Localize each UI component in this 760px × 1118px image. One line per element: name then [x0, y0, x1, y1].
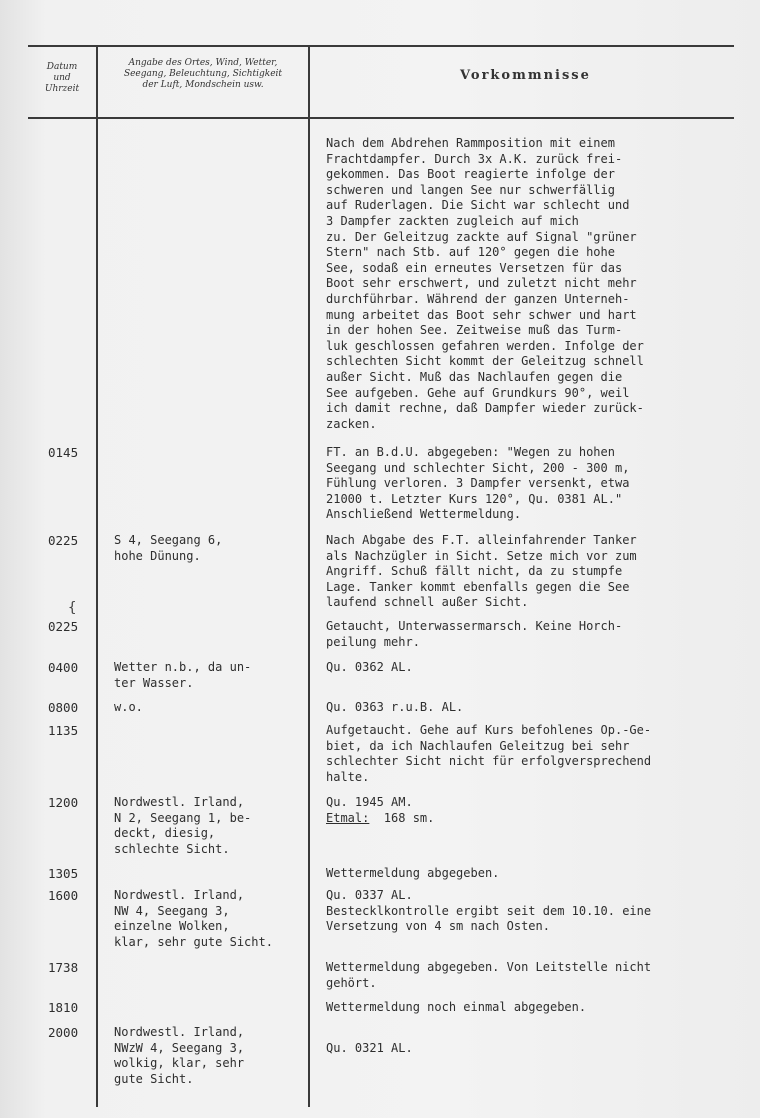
- intro-line: See aufgeben. Gehe auf Grundkurs 90°, weil: [326, 385, 630, 400]
- entry-place-line: deckt, diesig,: [114, 826, 216, 841]
- entry-text-line: Getaucht, Unterwassermarsch. Keine Horch-: [326, 619, 623, 633]
- entry-text-line: 21000 t. Letzter Kurs 120°, Qu. 0381 AL.": [326, 491, 623, 506]
- header-date-line: Datum: [46, 62, 78, 72]
- entry-place-line: wolkig, klar, sehr: [114, 1056, 245, 1071]
- entry-text-line: halte.: [326, 769, 370, 784]
- intro-line: Boot sehr erschwert, und zuletzt nicht mehr: [326, 276, 637, 291]
- intro-line: schlechten Sicht kommt der Geleitzug schnell: [326, 354, 644, 369]
- intro-line: Nach dem Abdrehen Rammposition mit einem: [326, 136, 615, 150]
- entry-text-line: Versetzung von 4 sm nach Osten.: [326, 919, 550, 934]
- entry-text-line: peilung mehr.: [326, 634, 420, 649]
- entry-text-line: biet, da ich Nachlaufen Geleitzug bei sehr: [326, 738, 630, 753]
- entry-text-line: Nach Abgabe des F.T. alleinfahrender Tanker: [326, 533, 637, 547]
- intro-line: ich damit rechne, daß Dampfer wieder zurück-: [326, 401, 644, 416]
- entry-text-line: Anschließend Wettermeldung.: [326, 507, 522, 522]
- intro-line: See, sodaß ein erneutes Versetzen für das: [326, 260, 623, 275]
- entry-time: 2000: [48, 1025, 79, 1040]
- entry-text-line: Wettermeldung abgegeben.: [326, 866, 500, 880]
- entry-text-line: Angriff. Schuß fällt nicht, da zu stumpfe: [326, 564, 623, 579]
- intro-line: außer Sicht. Muß das Nachlaufen gegen die: [326, 370, 623, 384]
- entry-place-line: w.o.: [114, 700, 143, 714]
- intro-line: luk geschlossen gefahren werden. Infolge der: [326, 338, 644, 353]
- header-date-line: und: [53, 73, 71, 83]
- intro-line: in der hohen See. Zeitweise muß das Turm-: [326, 323, 623, 338]
- entry-place-line: hohe Dünung.: [114, 548, 201, 563]
- intro-line: gekommen. Das Boot reagierte infolge der: [326, 167, 615, 182]
- intro-line: mung arbeitet das Boot sehr schwer und hart: [326, 307, 637, 322]
- entry-text-line: Qu. 0362 AL.: [326, 660, 413, 674]
- header-occurrences: Vorkommnisse: [460, 68, 591, 83]
- intro-line: auf Ruderlagen. Die Sicht war schlecht und: [326, 198, 630, 213]
- intro-line: Stern" nach Stb. auf 120° gegen die hohe: [326, 245, 615, 260]
- header-location-line: der Luft, Mondschein usw.: [142, 80, 264, 90]
- header-date-line: Uhrzeit: [44, 84, 80, 94]
- entry-text-line: FT. an B.d.U. abgegeben: "Wegen zu hohen: [326, 445, 615, 459]
- entry-text-line: Qu. 0363 r.u.B. AL.: [326, 700, 464, 714]
- intro-line: durchführbar. Während der ganzen Unterneh-: [326, 292, 630, 306]
- entry-place-line: gute Sicht.: [114, 1071, 194, 1086]
- entry-text-line: schlechter Sicht nicht für erfolgversprechend: [326, 754, 652, 769]
- entry-text-line: Bestecklkontrolle ergibt seit dem 10.10. eine: [326, 903, 652, 918]
- intro-line: zu. Der Geleitzug zackte auf Signal "grüner: [326, 229, 637, 244]
- entry-place-line: ter Wasser.: [114, 675, 194, 690]
- entry-text-line: Aufgetaucht. Gehe auf Kurs befohlenes Op.-Ge-: [326, 723, 652, 737]
- column-divider-2: [308, 47, 310, 1107]
- entry-time: 1738: [48, 960, 79, 975]
- header-date-time: [30, 62, 94, 95]
- margin-mark: {: [68, 600, 77, 616]
- entry-text-line: Wettermeldung noch einmal abgegeben.: [326, 1000, 587, 1014]
- intro-line: 3 Dampfer zackten zugleich auf mich: [326, 214, 579, 228]
- header-location-weather: [100, 58, 306, 91]
- entry-place-line: S 4, Seegang 6,: [114, 533, 223, 547]
- entry-text-line: Qu. 0337 AL.: [326, 888, 413, 902]
- entry-place-line: N 2, Seegang 1, be-: [114, 810, 252, 825]
- intro-line: zacken.: [326, 416, 377, 431]
- entry-place-line: Nordwestl. Irland,: [114, 795, 245, 809]
- entry-place-line: NWzW 4, Seegang 3,: [114, 1040, 245, 1055]
- entry-text-line: Qu. 1945 AM.: [326, 795, 413, 809]
- entry-text-line: Wettermeldung abgegeben. Von Leitstelle nicht: [326, 960, 652, 974]
- header-location-line: Seegang, Beleuchtung, Sichtigkeit: [123, 69, 283, 79]
- entry-text-line: Lage. Tanker kommt ebenfalls gegen die See: [326, 579, 630, 594]
- entry-text-line: gehört.: [326, 975, 377, 990]
- entry-text-line: Fühlung verloren. 3 Dampfer versenkt, etwa: [326, 476, 630, 491]
- header-top-rule: [28, 45, 734, 47]
- entry-place-line: einzelne Wolken,: [114, 919, 230, 934]
- entry-time: 0225: [48, 533, 79, 548]
- entry-time: 1810: [48, 1000, 79, 1015]
- header-bottom-rule: [28, 117, 734, 119]
- entry-place-line: Nordwestl. Irland,: [114, 888, 245, 902]
- entry-time: 0800: [48, 700, 79, 715]
- entry-time: 1600: [48, 888, 79, 903]
- intro-line: Frachtdampfer. Durch 3x A.K. zurück frei-: [326, 151, 623, 166]
- entry-time: 0400: [48, 660, 79, 675]
- column-divider-1: [96, 47, 98, 1107]
- entry-place-line: Wetter n.b., da un-: [114, 660, 252, 674]
- header-location-line: Angabe des Ortes, Wind, Wetter,: [128, 58, 278, 68]
- etmal-label: Etmal:: [326, 810, 370, 825]
- entry-time: 0225: [48, 619, 79, 634]
- entry-text-line: als Nachzügler in Sicht. Setze mich vor zum: [326, 548, 637, 563]
- entry-time: 1135: [48, 723, 79, 738]
- entry-place-line: klar, sehr gute Sicht.: [114, 934, 273, 949]
- entry-place-line: schlechte Sicht.: [114, 841, 230, 856]
- entry-time: 1305: [48, 866, 79, 881]
- entry-time: 0145: [48, 445, 79, 460]
- entry-text-line: laufend schnell außer Sicht.: [326, 595, 529, 610]
- entry-text-line: Qu. 0321 AL.: [326, 1040, 413, 1055]
- entry-place-line: NW 4, Seegang 3,: [114, 903, 230, 918]
- entry-place-line: Nordwestl. Irland,: [114, 1025, 245, 1039]
- entry-text-line: Seegang und schlechter Sicht, 200 - 300 m,: [326, 460, 630, 475]
- intro-line: schweren und langen See nur schwerfällig: [326, 182, 615, 197]
- entry-text-line: Etmal: 168 sm.: [326, 810, 435, 825]
- entry-time: 1200: [48, 795, 79, 810]
